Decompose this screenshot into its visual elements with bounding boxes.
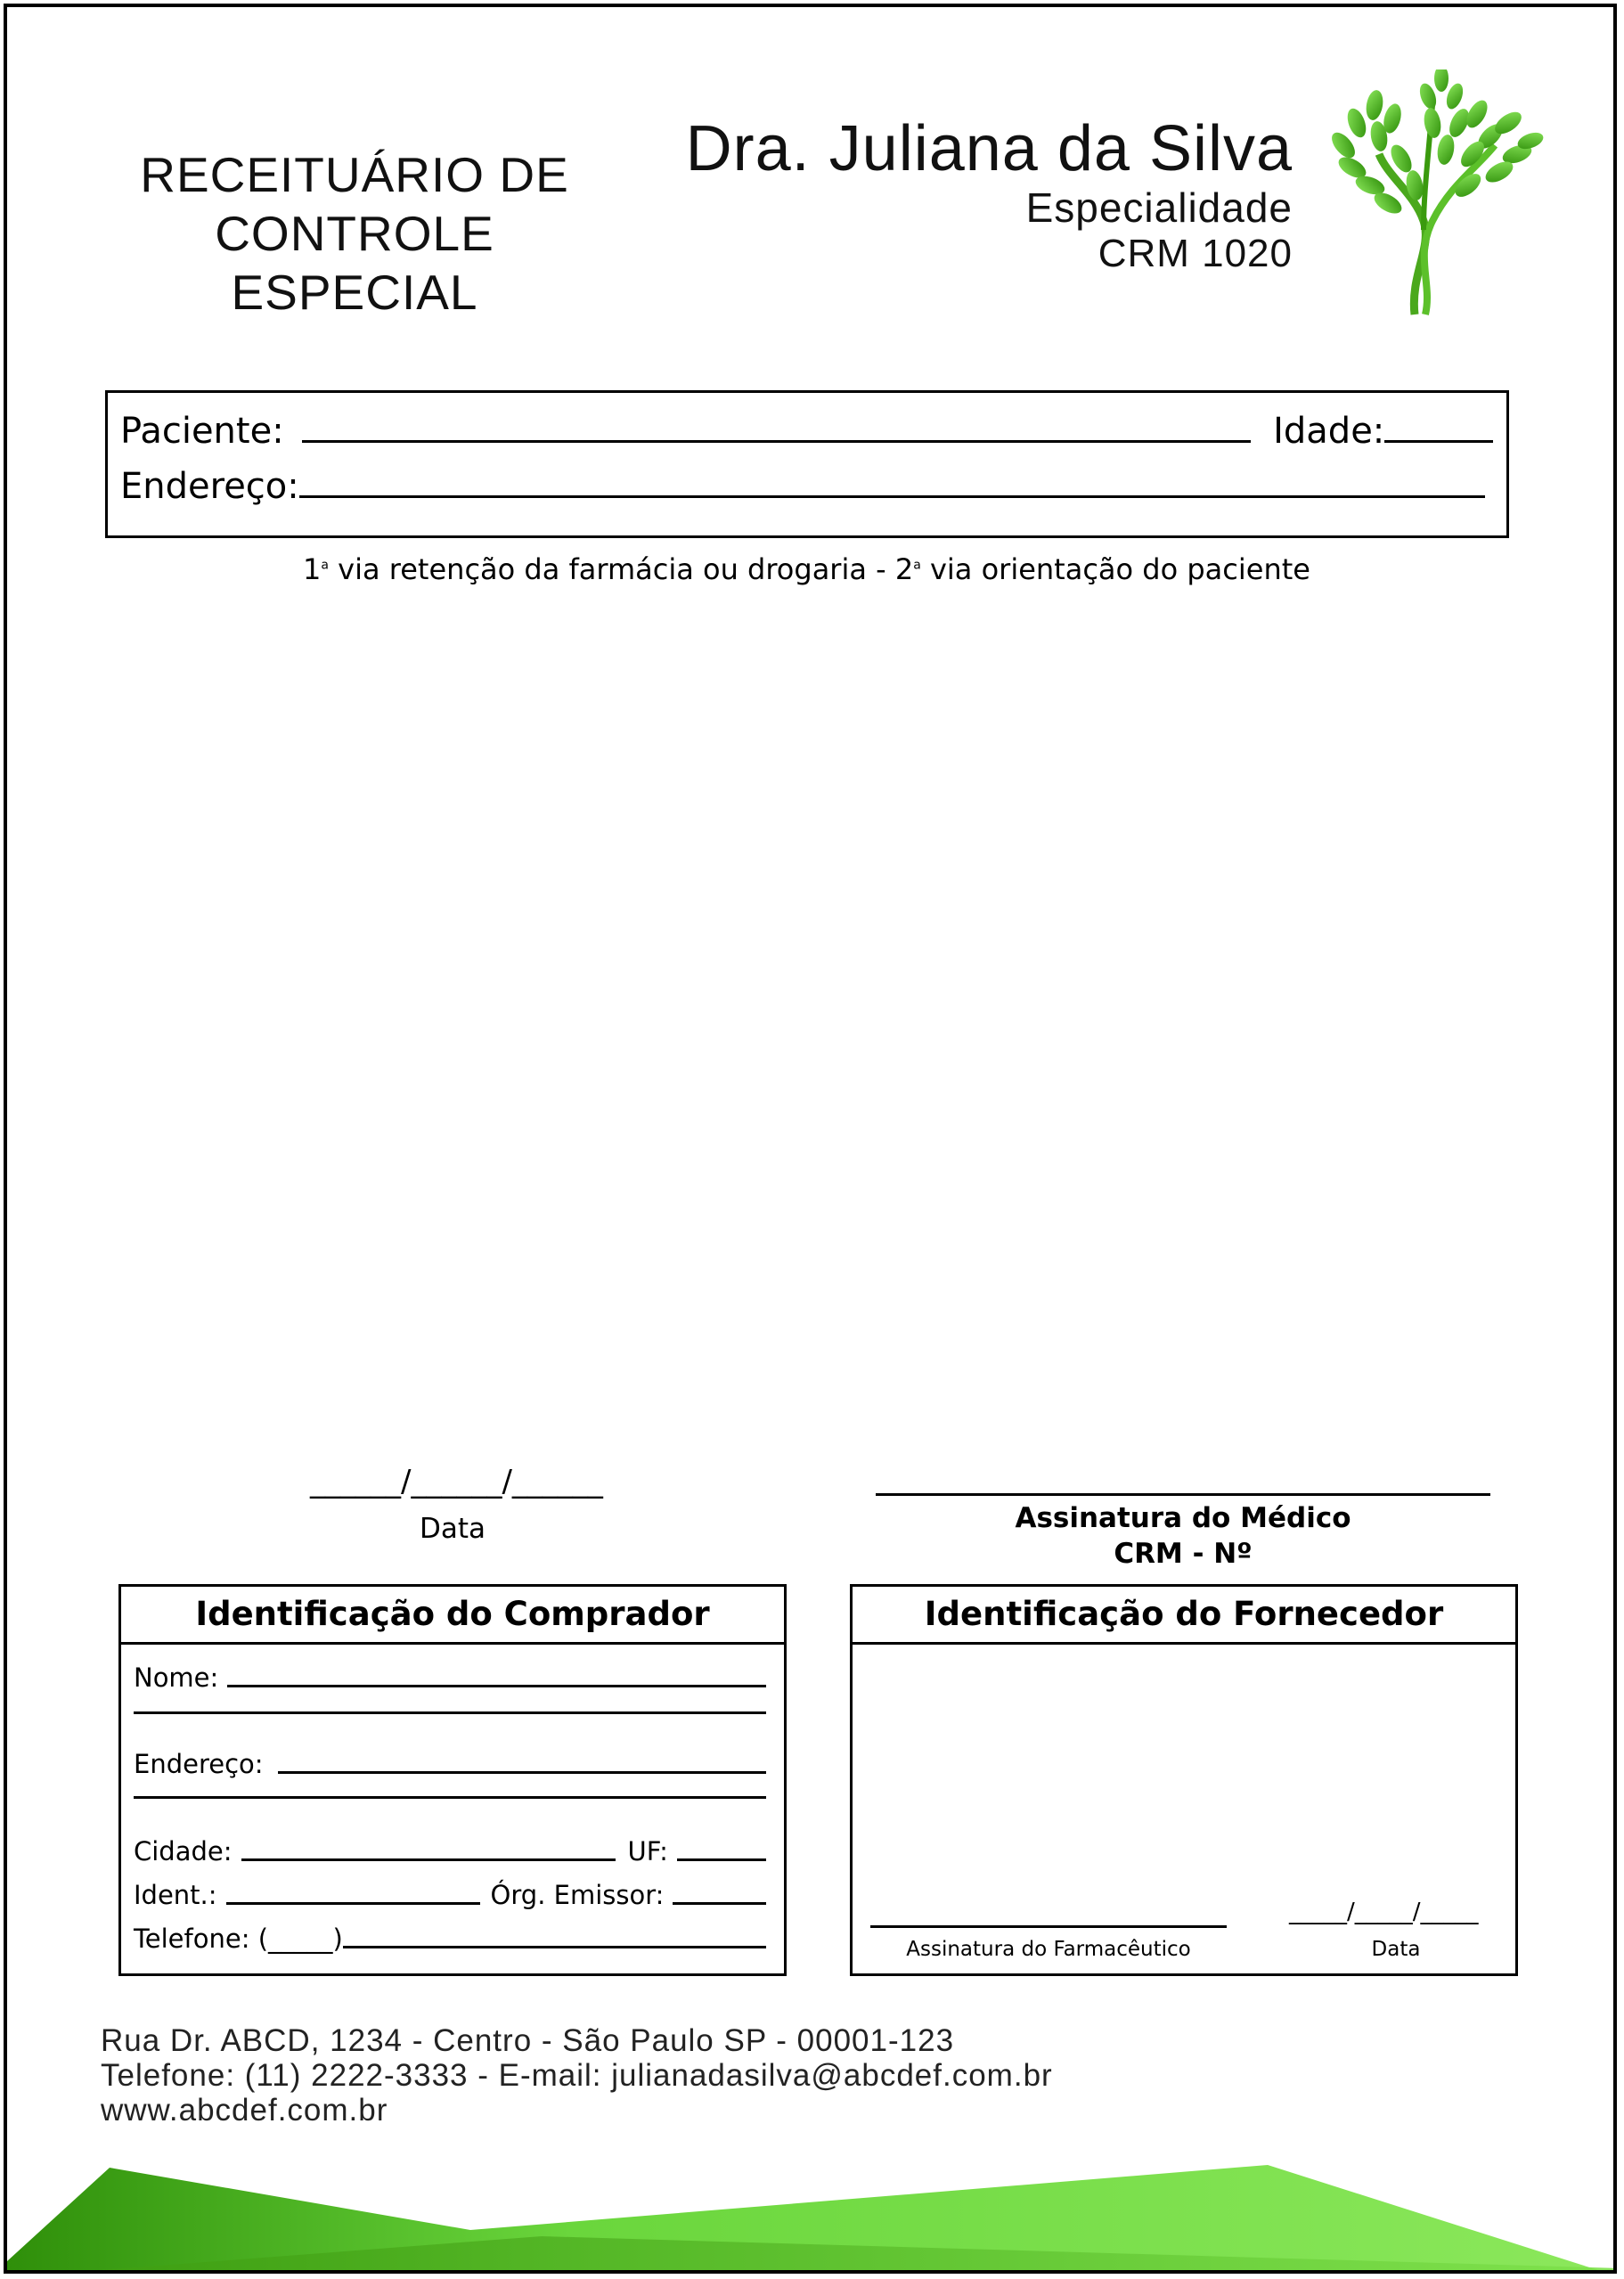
buyer-uf-label: UF: [627, 1836, 668, 1866]
address-row [120, 466, 1485, 507]
buyer-name-label: Nome: [134, 1662, 219, 1693]
patient-row [120, 411, 1493, 452]
doctor-crm: CRM 1020 [1098, 232, 1293, 275]
buyer-city-input[interactable] [241, 1858, 616, 1861]
supplier-title: Identificação do Fornecedor [853, 1587, 1515, 1645]
supplier-box [850, 1584, 1518, 1976]
prescription-page [4, 4, 1617, 2274]
buyer-address-input[interactable] [278, 1771, 766, 1774]
buyer-title: Identificação do Comprador [121, 1587, 784, 1645]
buyer-address-row-2 [134, 1796, 766, 1801]
buyer-name-row-2 [134, 1711, 766, 1716]
pharmacist-signature-label: Assinatura do Farmacêutico [906, 1938, 1191, 1961]
via-note: 1$^a$ via retenção da farmácia ou drogaria - 2$^a$ via orientação do paciente [303, 552, 1310, 586]
buyer-issuer-input[interactable] [673, 1902, 766, 1905]
buyer-box [118, 1584, 787, 1976]
footer-address: Rua Dr. ABCD, 1234 - Centro - São Paulo SP - 00001-123 [101, 2023, 955, 2058]
patient-label: Paciente: [120, 411, 284, 452]
age-input[interactable] [1384, 438, 1493, 443]
form-title [105, 145, 604, 322]
buyer-name-row [134, 1662, 766, 1693]
supplier-date-field[interactable]: _____/_____/_____ [1289, 1899, 1479, 1925]
buyer-ident-row [134, 1880, 766, 1910]
date-field[interactable]: ______/______/______ [310, 1464, 603, 1499]
doctor-signature-line[interactable] [876, 1493, 1490, 1496]
form-title-line1: RECEITUÁRIO DE [140, 147, 569, 202]
age-label: Idade: [1273, 411, 1385, 452]
buyer-phone-input[interactable] [343, 1946, 766, 1948]
form-title-line2: CONTROLE ESPECIAL [215, 206, 494, 320]
buyer-name-input-2[interactable] [134, 1711, 766, 1714]
buyer-uf-input[interactable] [677, 1858, 766, 1861]
buyer-address-input-2[interactable] [134, 1796, 766, 1799]
buyer-city-label: Cidade: [134, 1836, 233, 1866]
address-input[interactable] [299, 494, 1485, 498]
doctor-signature-label: Assinatura do Médico [1015, 1502, 1351, 1534]
buyer-issuer-label: Órg. Emissor: [490, 1880, 665, 1910]
patient-box [105, 390, 1509, 538]
supplier-date-label: Data [1371, 1938, 1421, 1961]
tree-logo-icon [1326, 69, 1548, 319]
date-label: Data [419, 1513, 486, 1545]
address-label: Endereço: [120, 466, 299, 507]
footer-website[interactable]: www.abcdef.com.br [101, 2093, 388, 2128]
buyer-name-input[interactable] [227, 1685, 766, 1687]
footer-contact: Telefone: (11) 2222-3333 - E-mail: julianadasilva@abcdef.com.br [101, 2058, 1053, 2093]
buyer-phone-row [134, 1924, 766, 1954]
buyer-ident-input[interactable] [226, 1902, 480, 1905]
patient-input[interactable] [302, 438, 1251, 443]
buyer-address-label: Endereço: [134, 1749, 264, 1779]
buyer-city-row [134, 1836, 766, 1866]
buyer-ident-label: Ident.: [134, 1880, 217, 1910]
buyer-phone-label: Telefone: (_____) [134, 1924, 343, 1954]
doctor-crm-label: CRM - Nº [1114, 1538, 1253, 1570]
green-wave-decoration [7, 2154, 1617, 2274]
doctor-specialty: Especialidade [1025, 184, 1293, 231]
doctor-name: Dra. Juliana da Silva [685, 113, 1293, 184]
buyer-address-row [134, 1749, 766, 1779]
pharmacist-signature-line[interactable] [870, 1925, 1227, 1928]
